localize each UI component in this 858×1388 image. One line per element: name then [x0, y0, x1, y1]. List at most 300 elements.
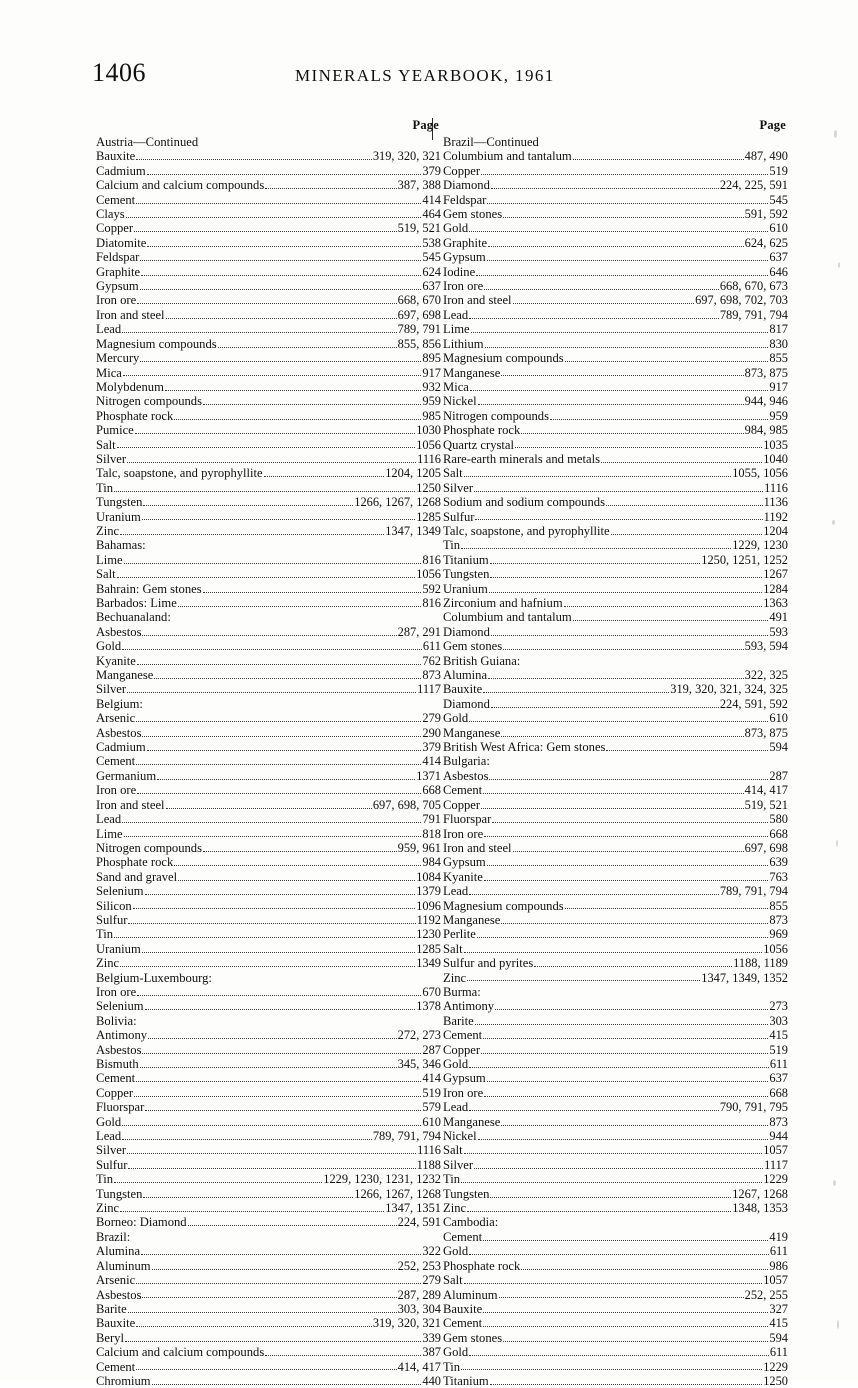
- index-entry-term: Aluminum: [443, 1287, 498, 1302]
- index-entry: [96, 639, 441, 653]
- index-entry: [443, 740, 788, 754]
- index-entry: [96, 1071, 441, 1085]
- index-entry-term: Gem stones: [443, 639, 503, 654]
- index-entry: [96, 149, 441, 163]
- index-entry: [443, 164, 788, 178]
- index-entry-pages: 855: [769, 351, 788, 366]
- dot-leader: [482, 995, 787, 996]
- index-entry-pages: 985: [422, 408, 441, 423]
- index-entry-term: Selenium: [96, 999, 144, 1014]
- dot-leader: [483, 1037, 768, 1039]
- index-entry-pages: 762: [422, 653, 441, 668]
- index-entry: [96, 193, 441, 207]
- index-entry-pages: 287: [422, 1042, 441, 1057]
- index-entry-pages: 873: [769, 1114, 788, 1129]
- index-group-heading: [443, 985, 788, 999]
- dot-leader: [501, 374, 743, 376]
- index-entry: [96, 1043, 441, 1057]
- dot-leader: [573, 619, 769, 621]
- index-entry-term: Manganese: [443, 912, 501, 927]
- index-entry-pages: 984, 985: [744, 423, 788, 438]
- index-entry-term: Lime: [96, 826, 123, 841]
- dot-leader: [469, 720, 768, 722]
- index-entry-pages: 290: [422, 725, 441, 740]
- index-entry: [443, 798, 788, 812]
- index-entry-term: Iron ore: [96, 984, 137, 999]
- dot-leader: [461, 1181, 762, 1183]
- dot-leader: [123, 374, 422, 376]
- index-entry-pages: 1188: [416, 1157, 441, 1172]
- index-entry-pages: 624, 625: [744, 235, 788, 250]
- dot-leader: [114, 1181, 322, 1183]
- dot-leader: [199, 145, 440, 146]
- index-group-heading: [96, 697, 441, 711]
- index-entry: [96, 1115, 441, 1129]
- index-entry-pages: 873: [422, 668, 441, 683]
- index-entry-pages: 1056: [416, 567, 441, 582]
- index-entry-pages: 594: [769, 1330, 788, 1345]
- index-entry: [96, 899, 441, 913]
- index-entry: [96, 423, 441, 437]
- index-entry-pages: 419: [769, 1229, 788, 1244]
- index-entry: [443, 668, 788, 682]
- index-entry-term: Salt: [96, 567, 116, 582]
- index-entry: [96, 783, 441, 797]
- index-entry-pages: 519: [422, 1085, 441, 1100]
- index-entry-pages: 1267, 1268: [732, 1186, 788, 1201]
- index-entry-term: Burma:: [443, 984, 481, 999]
- index-entry-term: Silicon: [96, 898, 132, 913]
- index-entry-pages: 789, 791, 794: [719, 884, 788, 899]
- index-entry-term: Bahrain: Gem stones: [96, 581, 202, 596]
- dot-leader: [501, 922, 768, 924]
- index-entry-pages: 1229: [763, 1172, 788, 1187]
- dot-leader: [166, 317, 397, 319]
- index-entry-pages: 272, 273: [397, 1028, 441, 1043]
- dot-leader: [136, 1368, 396, 1370]
- index-entry-pages: 1055, 1056: [732, 466, 788, 481]
- dot-leader: [573, 158, 744, 160]
- index-entry-pages: 387: [422, 1345, 441, 1360]
- dot-leader: [128, 1311, 397, 1313]
- dot-leader: [521, 1268, 768, 1270]
- dot-leader: [471, 331, 769, 333]
- index-entry-term: Calcium and calcium compounds: [96, 1345, 265, 1360]
- index-entry-term: Lead: [443, 307, 469, 322]
- dot-leader: [461, 1368, 762, 1370]
- index-entry-pages: 670: [422, 984, 441, 999]
- index-entry-pages: 594: [769, 740, 788, 755]
- index-entry-pages: 1285: [416, 509, 441, 524]
- dot-leader: [513, 302, 695, 304]
- dot-leader: [152, 1383, 422, 1385]
- index-entry-term: Zinc: [96, 956, 120, 971]
- index-entry-pages: 944: [769, 1129, 788, 1144]
- running-head: MINERALS YEARBOOK, 1961: [295, 66, 555, 85]
- index-entry: [96, 999, 441, 1013]
- index-entry: [443, 1345, 788, 1359]
- index-entry-term: Cadmium: [96, 163, 146, 178]
- dot-leader: [534, 965, 732, 967]
- index-entry-pages: 789, 791: [397, 322, 441, 337]
- dot-leader: [264, 475, 385, 477]
- index-entry-pages: 379: [422, 740, 441, 755]
- dot-leader: [495, 1008, 768, 1010]
- index-entry: [443, 1244, 788, 1258]
- index-entry-term: Graphite: [443, 235, 488, 250]
- index-entry-term: Nickel: [443, 1129, 477, 1144]
- index-entry-term: Austria—Continued: [96, 135, 199, 149]
- index-entry: [96, 1244, 441, 1258]
- index-entry-term: Salt: [443, 1273, 463, 1288]
- dot-leader: [550, 418, 768, 420]
- index-entry-pages: 303, 304: [397, 1301, 441, 1316]
- dot-leader: [134, 1095, 421, 1097]
- dot-leader: [142, 518, 415, 520]
- index-entry-pages: 319, 320, 321: [372, 1316, 441, 1331]
- index-entry-pages: 816: [422, 552, 441, 567]
- index-entry: [443, 1100, 788, 1114]
- index-entry-term: Tin: [443, 1359, 461, 1374]
- index-entry: [96, 1288, 441, 1302]
- index-entry-term: Silver: [96, 682, 127, 697]
- index-entry-term: Arsenic: [96, 1273, 136, 1288]
- dot-leader: [140, 1066, 397, 1068]
- index-entry: [443, 956, 788, 970]
- index-entry-term: Tin: [96, 480, 114, 495]
- index-entry-pages: 322, 325: [744, 668, 788, 683]
- dot-leader: [117, 446, 416, 448]
- dot-leader: [136, 158, 372, 160]
- dot-leader: [485, 346, 769, 348]
- index-entry: [96, 1374, 441, 1388]
- index-entry-term: Beryl: [96, 1330, 124, 1345]
- index-entry-term: Asbestos: [443, 768, 489, 783]
- index-entry-pages: 611: [769, 1244, 788, 1259]
- dot-leader: [152, 1268, 397, 1270]
- index-entry: [96, 322, 441, 336]
- index-entry-pages: 917: [422, 365, 441, 380]
- index-entry-term: Belgium-Luxembourg:: [96, 970, 212, 985]
- scan-edge-marks: [830, 0, 850, 1380]
- dot-leader: [136, 1282, 421, 1284]
- index-entry-term: Antimony: [96, 1028, 148, 1043]
- index-entry-term: Salt: [96, 437, 116, 452]
- index-entry-term: Feldspar: [96, 250, 140, 265]
- index-entry: [96, 207, 441, 221]
- dot-leader: [218, 346, 397, 348]
- index-entry-term: Gold: [443, 221, 469, 236]
- index-entry-pages: 224, 591, 592: [719, 696, 788, 711]
- index-entry-term: Germanium: [96, 768, 157, 783]
- index-entry-term: Gold: [443, 711, 469, 726]
- index-entry-pages: 697, 698: [397, 307, 441, 322]
- index-entry-pages: 791: [422, 812, 441, 827]
- index-entry-term: Selenium: [96, 884, 144, 899]
- dot-leader: [174, 418, 421, 420]
- dot-leader: [147, 749, 422, 751]
- index-entry: [96, 1129, 441, 1143]
- index-entry: [443, 236, 788, 250]
- index-group-heading: [96, 1230, 441, 1244]
- dot-leader: [503, 648, 744, 650]
- index-entry: [443, 308, 788, 322]
- index-entry: [443, 250, 788, 264]
- index-entry-pages: 1266, 1267, 1268: [354, 495, 441, 510]
- index-entry-pages: 1347, 1349, 1352: [701, 970, 788, 985]
- dot-leader: [487, 1080, 769, 1082]
- index-entry-term: Gold: [96, 1114, 122, 1129]
- index-entry: [443, 870, 788, 884]
- index-entry-term: Copper: [96, 1085, 134, 1100]
- index-entry-term: Gold: [443, 1345, 469, 1360]
- index-entry-term: Fluorspar: [443, 812, 492, 827]
- dot-leader: [484, 288, 719, 290]
- dot-leader: [147, 173, 422, 175]
- index-entry: [443, 899, 788, 913]
- index-entry: [443, 452, 788, 466]
- index-entry: [443, 1071, 788, 1085]
- index-entry-pages: 415: [769, 1316, 788, 1331]
- index-entry-term: Mercury: [96, 351, 140, 366]
- index-entry-pages: 1084: [416, 869, 441, 884]
- index-entry: [443, 279, 788, 293]
- dot-leader: [565, 360, 769, 362]
- index-entry: [96, 1302, 441, 1316]
- index-entry-term: Cement: [443, 1316, 483, 1331]
- index-entry: [443, 423, 788, 437]
- index-entry-term: Uranium: [96, 941, 141, 956]
- index-entry: [443, 1158, 788, 1172]
- index-entry: [96, 682, 441, 696]
- index-entry-term: British Guiana:: [443, 653, 521, 668]
- index-entry-term: Iron and steel: [443, 840, 512, 855]
- index-entry: [96, 1100, 441, 1114]
- dot-leader: [142, 735, 421, 737]
- index-entry-pages: 969: [769, 927, 788, 942]
- index-entry-term: Iron ore: [443, 826, 484, 841]
- index-entry: [96, 841, 441, 855]
- index-entry-term: Gypsum: [443, 855, 486, 870]
- dot-leader: [165, 389, 422, 391]
- index-entry-term: Sulfur: [96, 912, 128, 927]
- index-entry: [443, 1374, 788, 1388]
- index-entry: [443, 553, 788, 567]
- index-entry: [443, 322, 788, 336]
- dot-leader: [122, 1124, 421, 1126]
- index-entry-pages: 1035: [763, 437, 788, 452]
- index-entry-term: Uranium: [96, 509, 141, 524]
- dot-leader: [124, 835, 422, 837]
- index-entry: [443, 466, 788, 480]
- dot-leader: [148, 1037, 397, 1039]
- index-entry-term: Copper: [443, 1042, 481, 1057]
- index-entry-pages: 1349: [416, 956, 441, 971]
- index-entry-term: Kyanite: [96, 653, 136, 668]
- index-entry: [96, 1143, 441, 1157]
- dot-leader: [481, 1052, 768, 1054]
- index-entry: [96, 524, 441, 538]
- dot-leader: [565, 907, 769, 909]
- dot-leader: [114, 490, 415, 492]
- index-group-heading: [96, 971, 441, 985]
- index-entry-pages: 944, 946: [744, 394, 788, 409]
- index-entry-term: Copper: [443, 163, 481, 178]
- index-entry: [96, 668, 441, 682]
- dot-leader: [503, 1340, 768, 1342]
- index-entry-term: Iodine: [443, 264, 476, 279]
- index-entry: [96, 1172, 441, 1186]
- index-entry-pages: 279: [422, 711, 441, 726]
- index-entry: [96, 1215, 441, 1229]
- dot-leader: [488, 245, 744, 247]
- dot-leader: [490, 576, 762, 578]
- index-entry-pages: 387, 388: [397, 178, 441, 193]
- index-entry-pages: 637: [769, 1071, 788, 1086]
- index-entry: [96, 308, 441, 322]
- index-entry-term: Aluminum: [96, 1258, 151, 1273]
- index-entry: [96, 711, 441, 725]
- index-entry-term: Nitrogen compounds: [96, 840, 202, 855]
- index-entry-pages: 252, 253: [397, 1258, 441, 1273]
- index-entry-term: Sand and gravel: [96, 869, 178, 884]
- dot-leader: [474, 1167, 763, 1169]
- index-entry-pages: 816: [422, 596, 441, 610]
- dot-leader: [145, 1008, 416, 1010]
- index-entry-pages: 519, 521: [397, 221, 441, 236]
- index-entry-pages: 639: [769, 855, 788, 870]
- index-entry-term: Iron ore: [96, 783, 137, 798]
- dot-leader: [144, 707, 440, 708]
- index-entry: [96, 855, 441, 869]
- index-group-heading: [96, 1014, 441, 1028]
- index-entry-term: Manganese: [443, 365, 501, 380]
- index-entry-term: Columbium and tantalum: [443, 610, 572, 625]
- index-entry-term: Zinc: [443, 1201, 467, 1216]
- index-entry: [96, 394, 441, 408]
- index-entry-pages: 789, 791, 794: [372, 1129, 441, 1144]
- index-entry: [96, 495, 441, 509]
- index-entry-pages: 593, 594: [744, 639, 788, 654]
- dot-leader: [141, 274, 421, 276]
- dot-leader: [478, 403, 744, 405]
- dot-leader: [499, 1296, 744, 1298]
- index-entry: [96, 1360, 441, 1374]
- index-entry-pages: 830: [769, 336, 788, 351]
- index-entry-term: Rare-earth minerals and metals: [443, 451, 601, 466]
- index-entry: [96, 236, 441, 250]
- dot-leader: [126, 216, 422, 218]
- index-entry: [443, 1230, 788, 1244]
- dot-leader: [475, 1023, 769, 1025]
- index-entry-term: Copper: [96, 221, 134, 236]
- index-entry-pages: 279: [422, 1273, 441, 1288]
- index-entry-pages: 1371: [416, 768, 441, 783]
- index-entry-term: Sodium and sodium compounds: [443, 495, 605, 510]
- index-entry-pages: 545: [422, 250, 441, 265]
- index-entry-pages: 637: [769, 250, 788, 265]
- index-entry: [443, 682, 788, 696]
- index-entry: [443, 1043, 788, 1057]
- dot-leader: [142, 634, 396, 636]
- dot-leader: [122, 648, 422, 650]
- dot-leader: [477, 936, 769, 938]
- index-entry: [96, 812, 441, 826]
- index-entry-pages: 379: [422, 163, 441, 178]
- dot-leader: [128, 1167, 415, 1169]
- index-entry: [96, 265, 441, 279]
- index-entry-term: Salt: [443, 466, 463, 481]
- index-entry-term: Talc, soapstone, and pyrophyllite: [443, 523, 610, 538]
- index-entry-pages: 273: [769, 999, 788, 1014]
- dot-leader: [131, 1240, 440, 1241]
- dot-leader: [499, 1225, 787, 1226]
- index-entry-term: Iron ore: [96, 293, 137, 308]
- index-entry-pages: 1348, 1353: [732, 1201, 788, 1216]
- index-entry: [96, 798, 441, 812]
- dot-leader: [157, 778, 415, 780]
- dot-leader: [135, 432, 415, 434]
- index-entry-term: Lead: [443, 884, 469, 899]
- index-entry: [96, 1331, 441, 1345]
- dot-leader: [611, 533, 763, 535]
- dot-leader: [489, 591, 762, 593]
- index-entry-term: Graphite: [96, 264, 141, 279]
- index-entry-pages: 322: [422, 1244, 441, 1259]
- index-entry: [443, 942, 788, 956]
- index-group-heading: [443, 1215, 788, 1229]
- index-entry-pages: 1117: [417, 682, 441, 697]
- index-entry: [443, 1014, 788, 1028]
- dot-leader: [469, 1253, 769, 1255]
- dot-leader: [483, 1311, 768, 1313]
- dot-leader: [513, 850, 744, 852]
- index-entry: [443, 812, 788, 826]
- index-entry-term: Phosphate rock: [443, 1258, 521, 1273]
- index-entry: [443, 783, 788, 797]
- index-entry: [96, 942, 441, 956]
- index-entry-pages: 319, 320, 321: [372, 149, 441, 164]
- index-entry: [443, 913, 788, 927]
- dot-leader: [469, 230, 768, 232]
- index-entry-term: Salt: [443, 941, 463, 956]
- index-entry: [96, 1273, 441, 1287]
- index-entry-term: Gold: [443, 1057, 469, 1071]
- index-entry-term: Bolivia:: [96, 1013, 137, 1028]
- index-entry-term: Tin: [443, 1172, 461, 1187]
- index-entry: [443, 1259, 788, 1273]
- index-entry-pages: 1229, 1230, 1231, 1232: [323, 1172, 441, 1187]
- index-entry: [443, 481, 788, 495]
- index-entry-pages: 327: [769, 1301, 788, 1316]
- index-entry-pages: 1188, 1189: [733, 956, 788, 971]
- dot-leader: [521, 664, 787, 665]
- index-entry: [443, 409, 788, 423]
- index-entry-pages: 789, 791, 794: [719, 307, 788, 322]
- index-entry-pages: 1347, 1351: [385, 1201, 441, 1216]
- index-entry: [443, 510, 788, 524]
- index-entry-term: Tin: [96, 927, 114, 942]
- index-entry: [96, 985, 441, 999]
- index-entry-term: Copper: [443, 797, 481, 812]
- index-entry: [443, 1288, 788, 1302]
- dot-leader: [178, 879, 415, 881]
- dot-leader: [140, 259, 421, 261]
- index-entry: [96, 1259, 441, 1273]
- index-entry-term: Nickel: [443, 394, 477, 409]
- dot-leader: [203, 403, 421, 405]
- dot-leader: [124, 562, 422, 564]
